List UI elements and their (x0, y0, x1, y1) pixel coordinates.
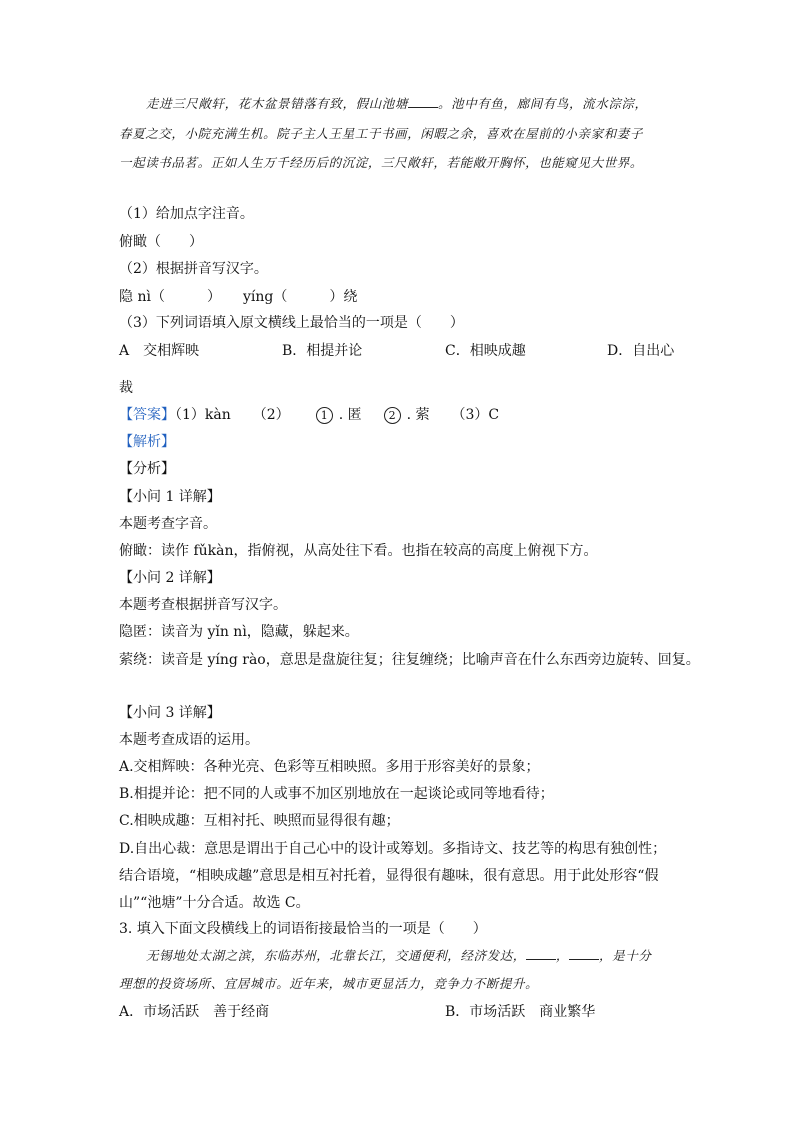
passage-text: ，是十分 (599, 948, 652, 963)
circled-number-2: 2 (384, 407, 401, 424)
passage-line-1 (146, 94, 648, 114)
q3-label: （3）下列词语填入原文横线上最恰当的一项是（ ） (119, 315, 464, 331)
q3-option-d-cont: 裁 (119, 380, 133, 396)
q2-item-b: yíng（ ）绕 (242, 289, 358, 305)
q2-item-a: 隐 nì（ ） (119, 289, 221, 305)
sub3-heading: 【小问 3 详解】 (119, 705, 221, 721)
answer-part-2: （2） (252, 407, 290, 423)
passage-text: 走进三尺敞轩，花木盆景错落有致，假山池塘 (146, 96, 409, 111)
passage-text: ， (555, 948, 570, 963)
sub1-line-1: 本题考查字音。 (119, 516, 217, 532)
q2-label: （2）根据拼音写汉字。 (119, 261, 268, 277)
question-3-passage-2: 理想的投资场所、宜居城市。近年来，城市更显活力，竞争力不断提升。 (119, 976, 539, 991)
answer-part-3: （3）C (451, 407, 500, 423)
question-3-option-b: B．市场活跃 商业繁华 (445, 1004, 596, 1020)
answer-line (119, 405, 499, 425)
sub3-option-c: C.相映成趣：互相衬托、映照而显得很有趣； (119, 813, 400, 829)
passage-line-3: 一起读书品茗。正如人生万千经历后的沉淀，三尺敞轩，若能敞开胸怀，也能窥见大世界。 (119, 155, 644, 170)
question-3-passage-1 (146, 946, 651, 966)
sub2-heading: 【小问 2 详解】 (119, 570, 221, 586)
passage-line-2: 春夏之交，小院充满生机。院子主人王星工于书画，闲暇之余，喜欢在屋前的小亲家和妻子 (119, 126, 644, 141)
sub3-conclusion-1: 结合语境，“相映成趣”意思是相互衬托着，显得很有趣味，很有意思。用于此处形容“假 (119, 868, 659, 884)
q2-items (119, 287, 357, 307)
sub2-line-2: 隐匿：读音为 yǐn nì，隐藏，躲起来。 (119, 624, 359, 640)
sub3-conclusion-2: 山”“池塘”十分合适。故选 C。 (119, 895, 310, 911)
passage-text: 。池中有鱼，廊间有鸟，流水淙淙， (438, 96, 648, 111)
sub3-option-d: D.自出心裁：意思是谓出于自己心中的设计或筹划。多指诗文、技艺等的构思有独创性； (119, 841, 667, 857)
sub3-option-a: A.交相辉映：各种光亮、色彩等互相映照。多用于形容美好的景象； (119, 759, 540, 775)
q3-option-a: A 交相辉映 (119, 343, 200, 359)
passage-text: 无锡地处太湖之滨，东临苏州，北靠长江，交通便利，经济发达， (146, 948, 526, 963)
q1-word: 俯瞰（ ） (119, 234, 203, 250)
answer-tag: 【答案】 (119, 407, 175, 423)
sub3-line-1: 本题考查成语的运用。 (119, 732, 259, 748)
sub2-line-1: 本题考查根据拼音写汉字。 (119, 597, 287, 613)
analysis-tag: 【解析】 (119, 434, 175, 450)
q3-option-d: D．自出心 (607, 343, 675, 359)
answer-part-1: （1）kàn (175, 407, 231, 423)
q1-label: （1）给加点字注音。 (119, 206, 254, 222)
question-3-stem: 3. 填入下面文段横线上的词语衔接最恰当的一项是（ ） (119, 921, 487, 937)
sub1-heading: 【小问 1 详解】 (119, 489, 221, 505)
sub1-line-2: 俯瞰：读作 fǔkàn，指俯视，从高处往下看。也指在较高的高度上俯视下方。 (119, 543, 598, 559)
answer-char-1: . 匿 (338, 407, 362, 423)
fenxi-tag: 【分析】 (119, 461, 175, 477)
fill-blank (569, 947, 599, 960)
answer-char-2: . 萦 (406, 407, 430, 423)
q3-option-b: B．相提并论 (282, 343, 363, 359)
q3-option-c: C．相映成趣 (445, 343, 526, 359)
sub3-option-b: B.相提并论：把不同的人或事不加区别地放在一起谈论或同等地看待； (119, 786, 554, 802)
circled-number-1: 1 (316, 407, 333, 424)
sub2-line-3: 萦绕：读音是 yíng rào，意思是盘旋往复；往复缠绕；比喻声音在什么东西旁边旋转、回复。 (119, 652, 700, 668)
question-3-option-a: A．市场活跃 善于经商 (119, 1004, 270, 1020)
fill-blank (526, 947, 556, 960)
fill-blank (408, 95, 438, 108)
